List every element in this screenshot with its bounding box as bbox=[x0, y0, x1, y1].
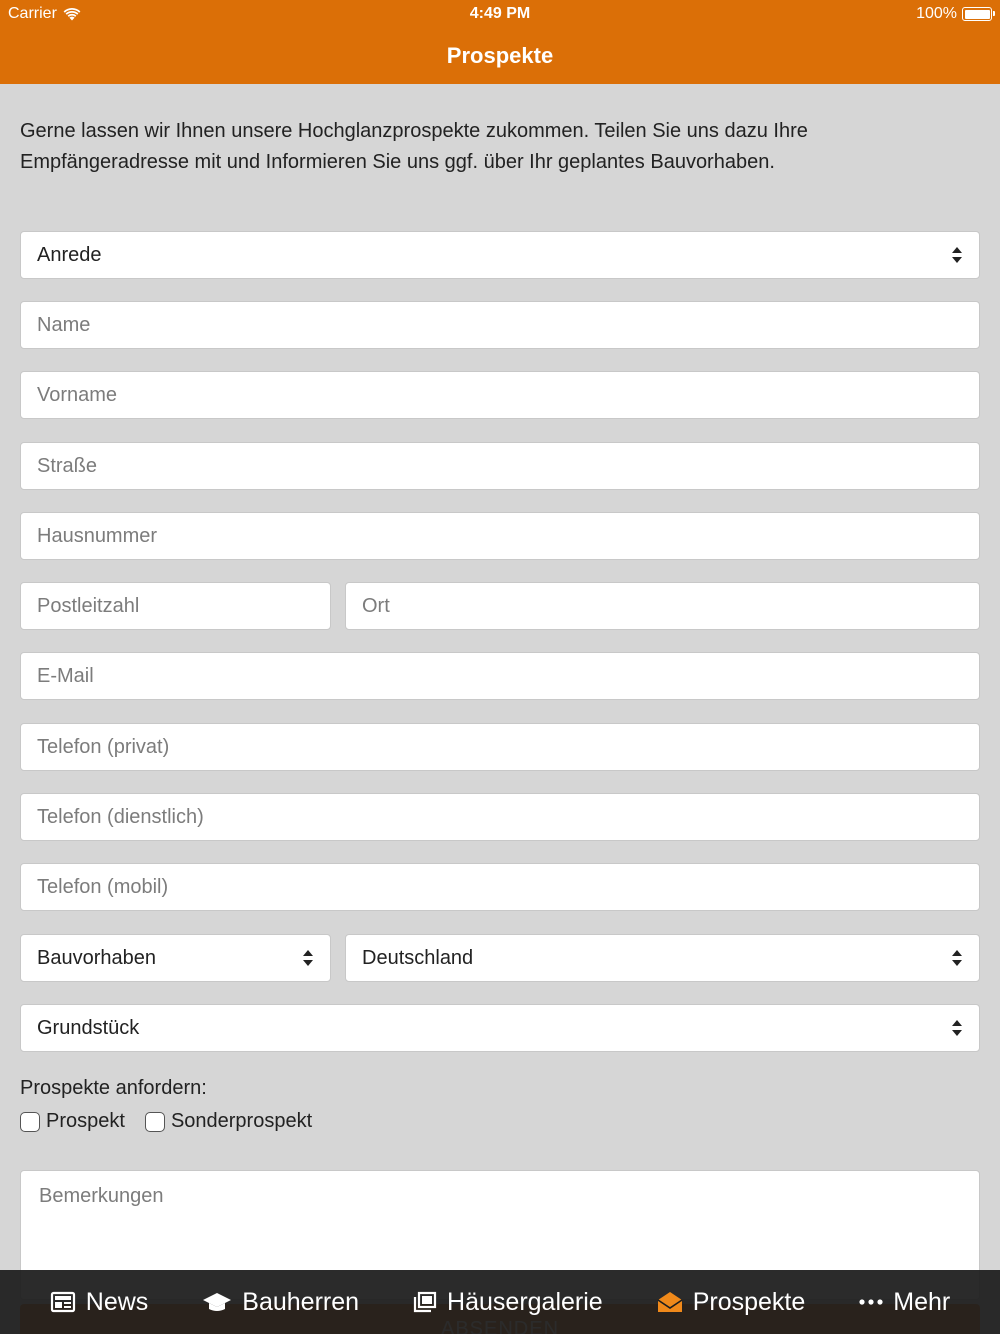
hausnummer-field[interactable] bbox=[20, 512, 980, 560]
select-arrows-icon bbox=[951, 1020, 963, 1036]
telefon-mobil-input[interactable] bbox=[37, 876, 979, 899]
prospekt-option[interactable] bbox=[20, 1110, 125, 1133]
battery-percent: 100% bbox=[916, 5, 957, 22]
anrede-select[interactable] bbox=[20, 231, 980, 279]
carrier-label: Carrier bbox=[8, 5, 57, 22]
name-input[interactable] bbox=[37, 314, 979, 337]
select-arrows-icon bbox=[951, 247, 963, 263]
anrede-value: Anrede bbox=[37, 243, 102, 266]
bauvorhaben-select[interactable] bbox=[20, 934, 331, 982]
sonderprospekt-checkbox[interactable] bbox=[145, 1112, 165, 1132]
telefon-dienstlich-input[interactable] bbox=[37, 806, 979, 829]
envelope-open-icon bbox=[657, 1291, 683, 1313]
tab-haeusergalerie-label: Häusergalerie bbox=[447, 1287, 603, 1316]
battery-icon bbox=[962, 7, 992, 21]
ort-field[interactable] bbox=[345, 582, 980, 630]
select-arrows-icon bbox=[951, 950, 963, 966]
grundstueck-value: Grundstück bbox=[37, 1016, 140, 1039]
land-select[interactable] bbox=[345, 934, 980, 982]
tab-news-label: News bbox=[85, 1287, 149, 1316]
page-title: Prospekte bbox=[446, 43, 554, 68]
vorname-field[interactable] bbox=[20, 371, 980, 419]
tab-haeusergalerie[interactable] bbox=[386, 1270, 630, 1334]
sonderprospekt-option[interactable] bbox=[145, 1110, 312, 1133]
bauvorhaben-value: Bauvorhaben bbox=[37, 946, 156, 969]
battery-indicator bbox=[916, 5, 992, 23]
grundstueck-select[interactable] bbox=[20, 1004, 980, 1052]
more-icon bbox=[859, 1298, 883, 1306]
vorname-input[interactable] bbox=[37, 384, 979, 407]
clock: 4:49 PM bbox=[469, 5, 531, 22]
nav-bar bbox=[0, 28, 1000, 84]
select-arrows-icon bbox=[302, 950, 314, 966]
land-value: Deutschland bbox=[362, 946, 474, 969]
name-field[interactable] bbox=[20, 301, 980, 349]
prospekt-checkbox[interactable] bbox=[20, 1112, 40, 1132]
tab-bauherren-label: Bauherren bbox=[242, 1287, 360, 1316]
tab-bar bbox=[0, 1270, 1000, 1334]
plz-field[interactable] bbox=[20, 582, 331, 630]
intro-text: Gerne lassen wir Ihnen unsere Hochglanzprospekte zukommen. Teilen Sie uns dazu Ihre Empfängeradresse mit und Informieren Sie uns ggf. über Ihr geplantes Bauvorhaben. bbox=[20, 120, 808, 173]
newspaper-icon bbox=[50, 1291, 76, 1313]
telefon-dienstlich-field[interactable] bbox=[20, 793, 980, 841]
tab-prospekte[interactable] bbox=[630, 1270, 833, 1334]
hausnummer-input[interactable] bbox=[37, 525, 979, 548]
email-input[interactable] bbox=[37, 665, 979, 688]
tab-mehr-label: Mehr bbox=[893, 1287, 951, 1316]
telefon-privat-input[interactable] bbox=[37, 736, 979, 759]
plz-input[interactable] bbox=[37, 595, 330, 618]
ort-input[interactable] bbox=[362, 595, 979, 618]
bemerkungen-placeholder: Bemerkungen bbox=[39, 1185, 164, 1207]
gallery-icon bbox=[413, 1291, 437, 1313]
telefon-mobil-field[interactable] bbox=[20, 863, 980, 911]
strasse-field[interactable] bbox=[20, 442, 980, 490]
tab-prospekte-label: Prospekte bbox=[692, 1287, 806, 1316]
prospekt-checkbox-label: Prospekt bbox=[46, 1110, 125, 1132]
sonderprospekt-checkbox-label: Sonderprospekt bbox=[170, 1110, 313, 1132]
graduation-cap-icon bbox=[202, 1291, 232, 1313]
tab-news[interactable] bbox=[23, 1270, 176, 1334]
email-field[interactable] bbox=[20, 652, 980, 700]
strasse-input[interactable] bbox=[37, 455, 979, 478]
status-bar bbox=[0, 0, 1000, 28]
prospekte-anfordern-label: Prospekte anfordern: bbox=[20, 1077, 207, 1099]
prospekt-checkboxes bbox=[20, 1110, 332, 1133]
tab-bauherren[interactable] bbox=[175, 1270, 386, 1334]
telefon-privat-field[interactable] bbox=[20, 723, 980, 771]
tab-mehr[interactable] bbox=[832, 1270, 977, 1334]
